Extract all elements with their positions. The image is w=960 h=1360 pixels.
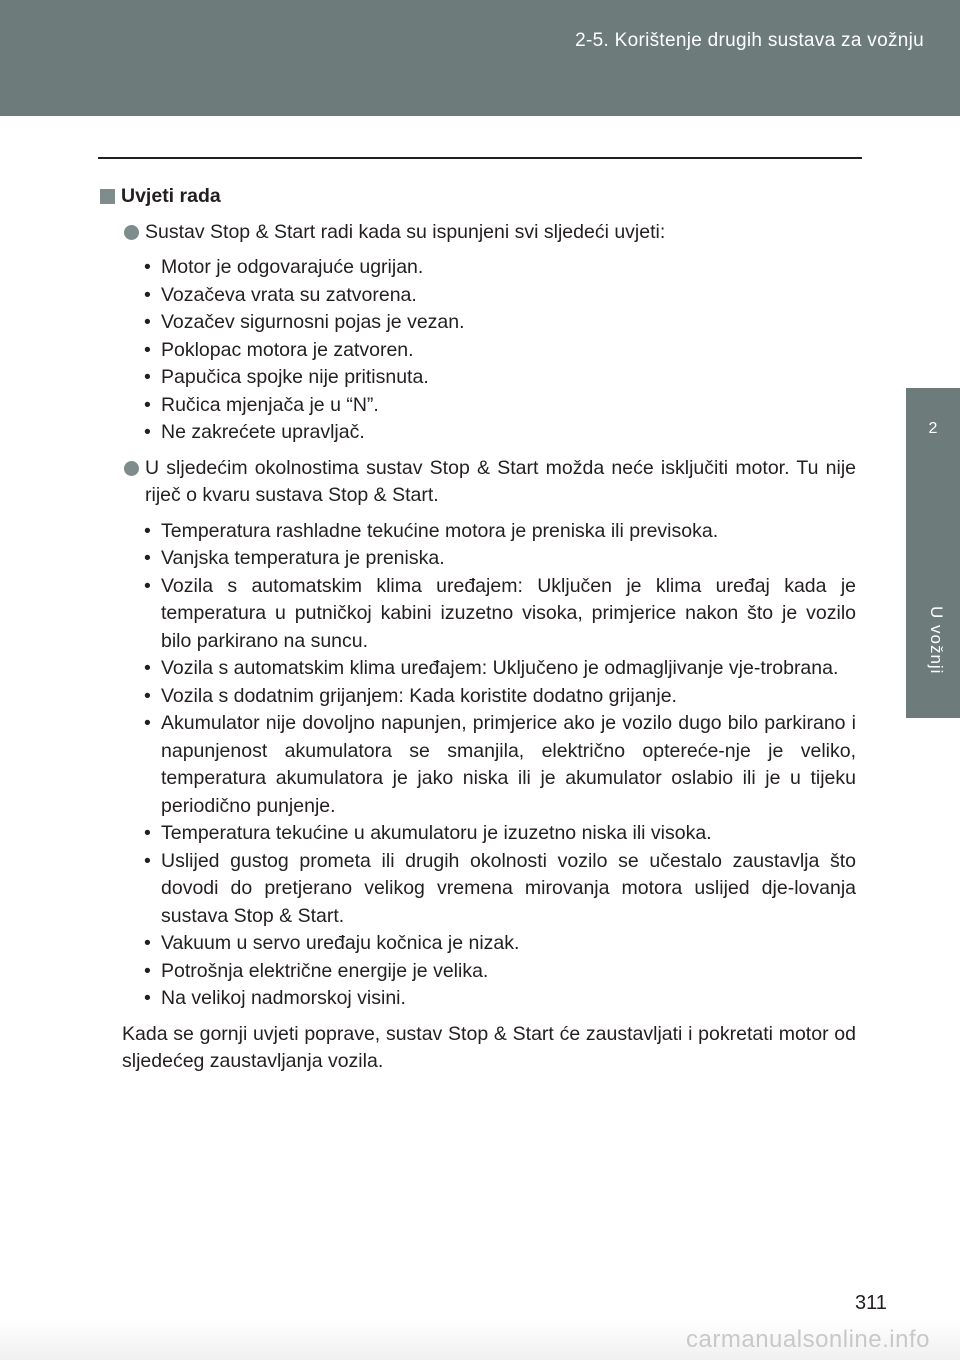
chapter-name: U vožnji xyxy=(927,606,946,675)
list-item: • Ručica mjenjača je u “N”. xyxy=(144,392,856,420)
top-divider xyxy=(98,157,862,159)
list-item: • Vanjska temperatura je preniska. xyxy=(144,545,856,573)
section-heading xyxy=(100,183,856,211)
list-item: • Vakuum u servo uređaju kočnica je nizak. xyxy=(144,930,856,958)
list-item: • Ne zakrećete upravljač. xyxy=(144,419,856,447)
condition-list-1 xyxy=(100,254,856,447)
list-item: • Vozačev sigurnosni pojas je vezan. xyxy=(144,309,856,337)
list-item: • Vozila s automatskim klima uređajem: Uključeno je odmagljivanje vje-trobrana. xyxy=(144,655,856,683)
list-item: • Temperatura rashladne tekućine motora je preniska ili previsoka. xyxy=(144,518,856,546)
watermark-band xyxy=(0,1320,960,1360)
watermark-text: carmanualsonline.info xyxy=(686,1326,930,1353)
list-item: • Uslijed gustog prometa ili drugih okolnosti vozilo se učestalo zaustavlja što dovodi do pretjerano velikog vremena mirovanja motora uslijed dje-lovanja sustava Stop & Start. xyxy=(144,848,856,931)
list-item: • Temperatura tekućine u akumulatoru je izuzetno niska ili visoka. xyxy=(144,820,856,848)
list-item: • Vozila s automatskim klima uređajem: Uključen je klima uređaj kada je temperatura u putničkoj kabini izuzetno visoka, primjerice nakon što je vozilo bilo parkirano na suncu. xyxy=(144,573,856,656)
list-item: • Potrošnja električne energije je velika. xyxy=(144,958,856,986)
list-item: • Papučica spojke nije pritisnuta. xyxy=(144,364,856,392)
circle-marker-icon xyxy=(124,461,139,476)
page-content xyxy=(100,183,856,1076)
list-item: • Vozačeva vrata su zatvorena. xyxy=(144,282,856,310)
chapter-number: 2 xyxy=(928,420,938,437)
side-tab-upper xyxy=(906,116,960,388)
list-item: • Motor je odgovarajuće ugrijan. xyxy=(144,254,856,282)
list-item: • Vozila s dodatnim grijanjem: Kada koristite dodatno grijanje. xyxy=(144,683,856,711)
condition-block-1 xyxy=(100,219,856,247)
section-heading-text: Uvjeti rada xyxy=(121,185,221,207)
section-header-title: 2-5. Korištenje drugih sustava za vožnju xyxy=(575,30,924,51)
square-marker-icon xyxy=(100,189,115,204)
page-header xyxy=(0,0,960,116)
page-number: 311 xyxy=(855,1292,887,1314)
list-item: • Akumulator nije dovoljno napunjen, primjerice ako je vozilo dugo bilo parkirano i napunjenost akumulatora se smanjila, električno optereće-nje je veliko, temperatura akumulatora je jako niska ili je akumulator oslabio ili je u tijeku periodično punjenje. xyxy=(144,710,856,820)
list-item: • Poklopac motora je zatvoren. xyxy=(144,337,856,365)
condition-block-1-text: Sustav Stop & Start radi kada su ispunjeni svi sljedeći uvjeti: xyxy=(145,220,666,243)
condition-block-2-text: U sljedećim okolnostima sustav Stop & Start možda neće isključiti motor. Tu nije riječ o kvaru sustava Stop & Start. xyxy=(145,456,856,506)
circle-marker-icon xyxy=(124,225,139,240)
closing-paragraph: Kada se gornji uvjeti poprave, sustav Stop & Start će zaustavljati i pokretati motor od sljedećeg zaustavljanja vozila. xyxy=(122,1022,856,1072)
chapter-side-tab xyxy=(906,116,960,1360)
condition-list-2 xyxy=(100,518,856,1013)
list-item: • Na velikoj nadmorskoj visini. xyxy=(144,985,856,1013)
condition-block-2 xyxy=(100,455,856,510)
